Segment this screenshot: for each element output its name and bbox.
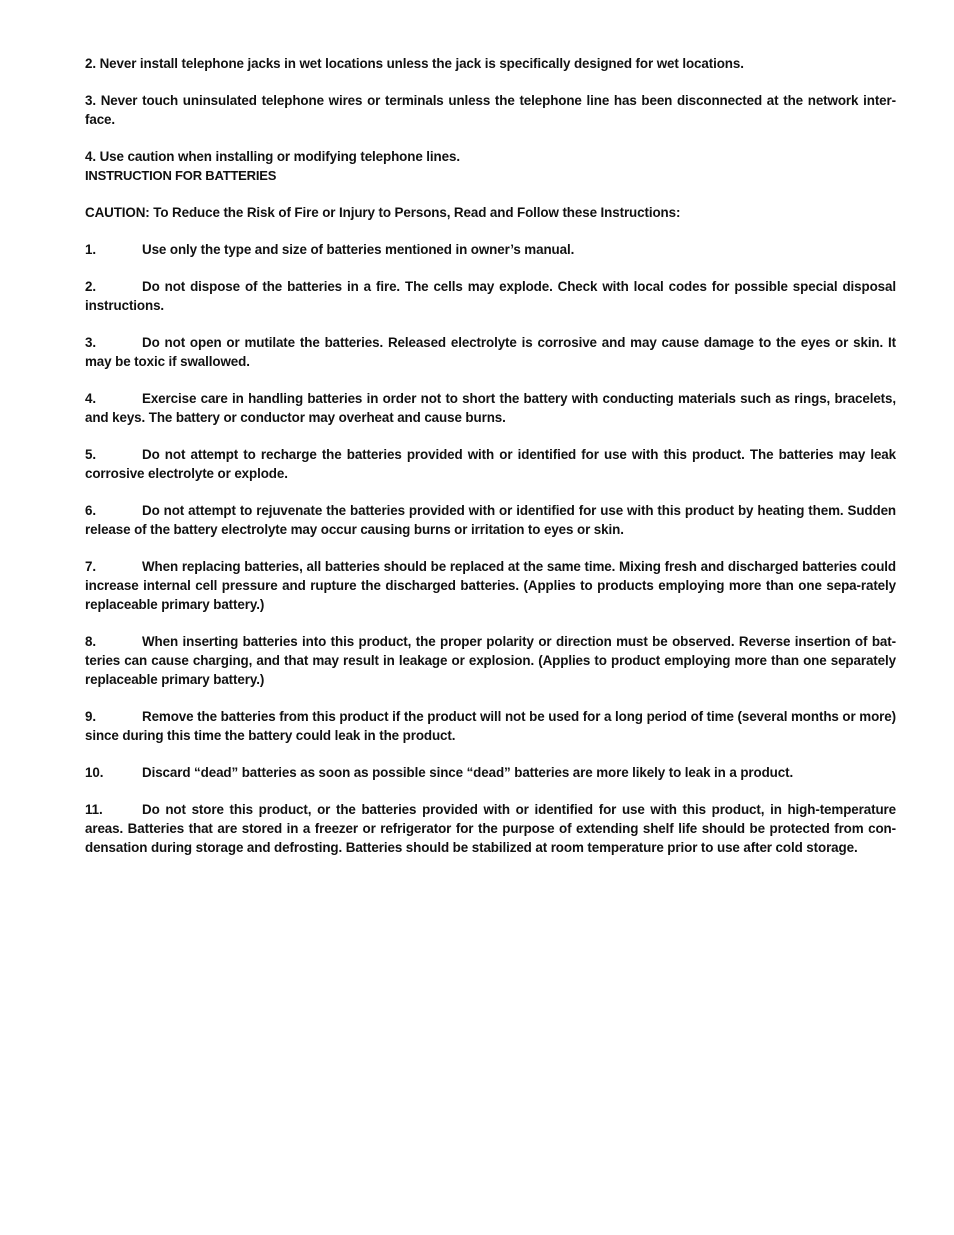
battery-item-5 [85, 445, 896, 483]
item-number: 2. [85, 279, 96, 294]
item-number: 3. [85, 335, 96, 350]
item-text: When replacing batteries, all batteries should be replaced at the same time. Mixing fresh and discharged batteries could increase internal cell pressure and rupture the discharged batteries. (Applies to products employing more than one sepa-rately replaceable primary battery.) [85, 559, 896, 612]
item-text: When inserting batteries into this product, the proper polarity or direction must be observed. Reverse insertion of bat-teries can cause charging, and that may result in leakage or explosion. (Applies to product employing more than one separately replaceable primary battery.) [85, 634, 896, 687]
item-number: 8. [85, 634, 96, 649]
item-number: 4. [85, 391, 96, 406]
battery-item-7 [85, 557, 896, 614]
telephone-item-4: 4. Use caution when installing or modifying telephone lines. [85, 149, 460, 164]
battery-item-11 [85, 800, 896, 857]
item-number: 11. [85, 802, 103, 817]
item-number: 9. [85, 709, 96, 724]
battery-item-9 [85, 707, 896, 745]
item-text: Do not store this product, or the batteries provided with or identified for use with this product, in high-temperature areas. Batteries that are stored in a freezer or refrigerator for the purpose of extending shelf life should be protected from con-densation during storage and defrosting. Batteries should be stabilized at room temperature prior to use after cold storage. [85, 802, 896, 855]
item-number: 5. [85, 447, 96, 462]
battery-item-2 [85, 277, 896, 315]
telephone-item-2: 2. Never install telephone jacks in wet locations unless the jack is specifically designed for wet locations. [85, 56, 744, 71]
item-number: 10. [85, 765, 104, 780]
battery-item-4 [85, 389, 896, 427]
caution-statement: CAUTION: To Reduce the Risk of Fire or Injury to Persons, Read and Follow these Instructions: [85, 205, 681, 220]
battery-item-10 [85, 763, 896, 782]
item-number: 6. [85, 503, 96, 518]
item-number: 1. [85, 242, 96, 257]
item-text: Do not attempt to recharge the batteries provided with or identified for use with this product. The batteries may leak corrosive electrolyte or explode. [85, 447, 896, 481]
battery-item-6 [85, 501, 896, 539]
item-text: Use only the type and size of batteries mentioned in owner’s manual. [142, 242, 575, 257]
battery-item-1 [85, 240, 896, 259]
telephone-item-3: 3. Never touch uninsulated telephone wires or terminals unless the telephone line has been disconnected at the network inter-face. [85, 93, 896, 127]
battery-item-8 [85, 632, 896, 689]
item-text: Do not open or mutilate the batteries. Released electrolyte is corrosive and may cause damage to the eyes or skin. It may be toxic if swallowed. [85, 335, 896, 369]
item-text: Exercise care in handling batteries in order not to short the battery with conducting materials such as rings, bracelets, and keys. The battery or conductor may overheat and cause burns. [85, 391, 896, 425]
document-page [85, 54, 896, 857]
item-number: 7. [85, 559, 96, 574]
section-heading: INSTRUCTION FOR BATTERIES [85, 168, 277, 183]
item-text: Do not attempt to rejuvenate the batteries provided with or identified for use with this product by heating them. Sudden release of the battery electrolyte may occur causing burns or irritation to eyes or skin. [85, 503, 896, 537]
battery-item-3 [85, 333, 896, 371]
item-text: Do not dispose of the batteries in a fire. The cells may explode. Check with local codes for possible special disposal instructions. [85, 279, 896, 313]
item-text: Remove the batteries from this product if the product will not be used for a long period of time (several months or more) since during this time the battery could leak in the product. [85, 709, 896, 743]
item-text: Discard “dead” batteries as soon as possible since “dead” batteries are more likely to leak in a product. [142, 765, 794, 780]
